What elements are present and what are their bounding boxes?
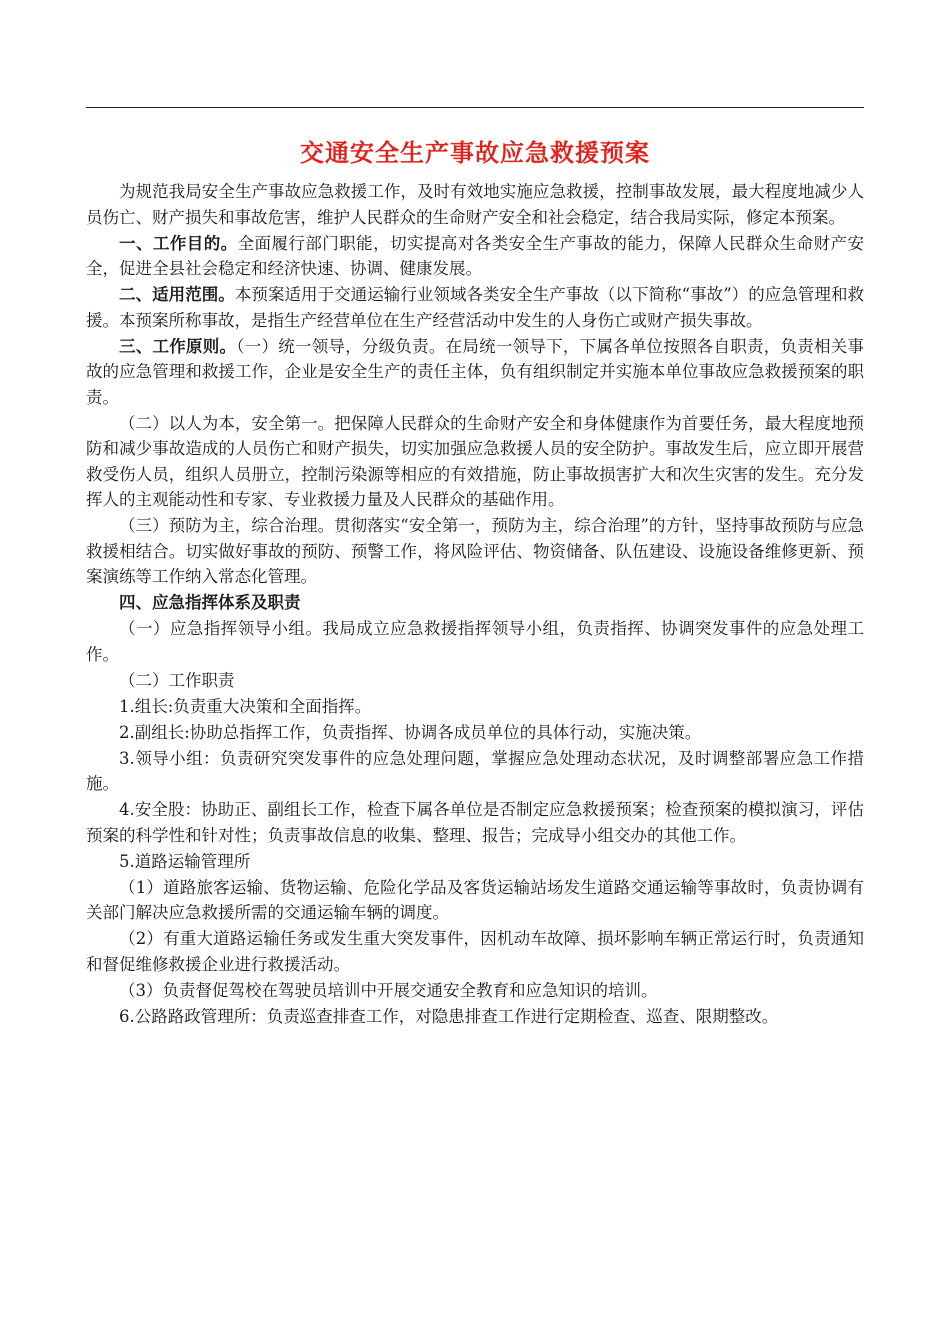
duty-item-5-sub-3: （3）负责督促驾校在驾驶员培训中开展交通安全教育和应急知识的培训。 [119,980,658,1000]
duty-item-5-sub-2: （2）有重大道路运输任务或发生重大突发事件，因机动车故障、损坏影响车辆正常运行时，负责通知和督促维修救援企业进行救援活动。 [86,929,864,974]
section-1-paragraph [86,231,864,282]
duty-item-1: 1.组长:负责重大决策和全面指挥。 [119,696,372,716]
section-3-principle-2: （二）以人为本，安全第一。把保障人民群众的生命财产安全和身体健康作为首要任务，最大程度地预防和减少事故造成的人员伤亡和财产损失，切实加强应急救援人员的安全防护。事故发生后，应立即开展营救受伤人员，组织人员册立，控制污染源等相应的有效措施，防止事故损害扩大和次生灾害的发生。充分发挥人的主观能动性和专家、专业救援力量及人民群众的基础作用。 [86,413,864,509]
section-3-text: （一）统一领导，分级负责。在局统一领导下，下属各单位按照各自职责，负责相关事故的应急管理和救援工作，企业是安全生产的责任主体，负有组织制定并实施本单位事故应急救援预案的职责。 [86,336,865,407]
duty-item-5-sub-1: （1）道路旅客运输、货物运输、危险化学品及客货运输站场发生道路交通运输等事故时，负责协调有关部门解决应急救援所需的交通运输车辆的调度。 [86,877,864,922]
duty-item-2: 2.副组长:协助总指挥工作，负责指挥、协调各成员单位的具体行动，实施决策。 [119,722,702,742]
duty-item-5: 5.道路运输管理所 [119,851,251,871]
section-4-heading: 四、应急指挥体系及职责 [119,593,301,612]
section-3-principle-3: （三）预防为主，综合治理。贯彻落实“安全第一，预防为主，综合治理”的方针，坚持事故预防与应急救援相结合。切实做好事故的预防、预警工作，将风险评估、物资储备、队伍建设、设施设备维修更新、预案演练等工作纳入常态化管理。 [86,516,864,586]
header-rule [86,107,864,108]
section-2-paragraph [86,282,864,333]
section-3-paragraph [86,334,864,411]
section-1-heading: 一、工作目的。 [119,233,238,253]
section-4-duties-heading: （二）工作职责 [119,670,235,690]
document-body [86,136,864,1030]
duty-item-3: 3.领导小组：负责研究突发事件的应急处理问题，掌握应急处理动态状况，及时调整部署应急工作措施。 [86,748,864,793]
section-2-heading: 二、适用范围。 [119,285,235,304]
document-title: 交通安全生产事故应急救援预案 [300,138,650,167]
section-4-leading-group: （一）应急指挥领导小组。我局成立应急救援指挥领导小组，负责指挥、协调突发事件的应急处理工作。 [86,619,864,664]
section-3-heading: 三、工作原则。 [119,336,237,356]
section-1-text: 全面履行部门职能，切实提高对各类安全生产事故的能力，保障人民群众生命财产安全，促进全县社会稳定和经济快速、协调、健康发展。 [86,233,865,278]
section-2-text: 本预案适用于交通运输行业领域各类安全生产事故（以下简称“事故”）的应急管理和救援。本预案所称事故，是指生产经营单位在生产经营活动中发生的人身伤亡或财产损失事故。 [86,285,865,330]
duty-item-6: 6.公路路政管理所：负责巡查排查工作，对隐患排查工作进行定期检查、巡查、限期整改。 [119,1006,779,1026]
intro-paragraph: 为规范我局安全生产事故应急救援工作，及时有效地实施应急救援，控制事故发展，最大程度地减少人员伤亡、财产损失和事故危害，维护人民群众的生命财产安全和社会稳定，结合我局实际，修定本预案。 [86,182,864,227]
duty-item-4: 4.安全股：协助正、副组长工作，检查下属各单位是否制定应急救援预案；检查预案的模拟演习，评估预案的科学性和针对性；负责事故信息的收集、整理、报告；完成导小组交办的其他工作。 [86,800,864,845]
